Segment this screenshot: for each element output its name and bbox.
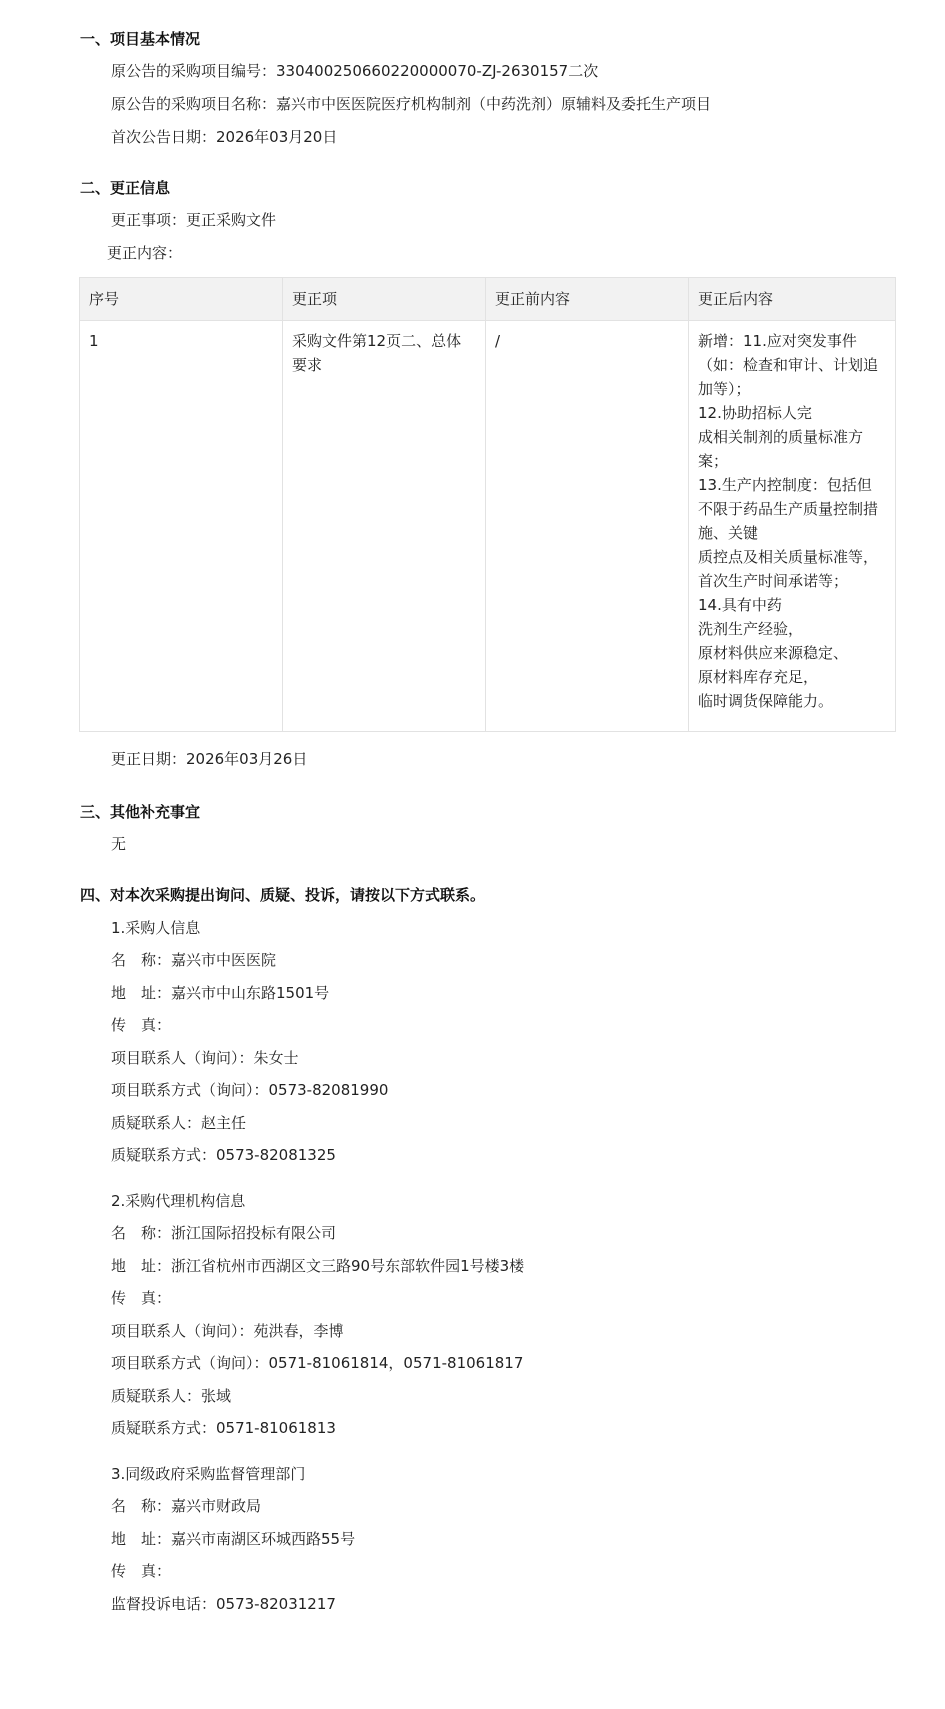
header-item: 更正项	[283, 278, 486, 321]
cell-before: /	[486, 321, 689, 732]
after-line: （如：检查和审计、计划追	[698, 356, 879, 374]
table-row	[80, 321, 896, 732]
after-line: 新增：11.应对突发事件	[698, 332, 857, 350]
cell-after	[689, 321, 896, 732]
after-line: 14.具有中药	[698, 596, 782, 614]
buyer-contact: 项目联系人（询问）：朱女士	[111, 1049, 299, 1067]
after-line: 加等）；	[698, 380, 751, 398]
table-header-row	[80, 278, 896, 321]
agency-name: 名 称：浙江国际招投标有限公司	[111, 1224, 337, 1242]
after-line: 原材料库存充足，	[698, 668, 819, 686]
after-line: 不限于药品生产质量控制措	[698, 500, 879, 518]
after-line: 12.协助招标人完	[698, 404, 812, 422]
after-line: 洗剂生产经验，	[698, 620, 804, 638]
cell-no: 1	[80, 321, 283, 732]
supplementary-text: 无	[111, 835, 127, 853]
supervisor-address: 地 址：嘉兴市南湖区环城西路55号	[111, 1530, 356, 1548]
buyer-address: 地 址：嘉兴市中山东路1501号	[111, 984, 330, 1002]
agency-phone: 项目联系方式（询问）：0571-81061814，0571-81061817	[111, 1354, 524, 1372]
supervisor-heading: 3.同级政府采购监督管理部门	[111, 1465, 306, 1483]
after-line: 成相关制剂的质量标准方	[698, 428, 864, 446]
agency-query-contact: 质疑联系人：张域	[111, 1387, 232, 1405]
project-number: 原公告的采购项目编号：330400250660220000070-ZJ-2630157二次	[111, 62, 599, 80]
after-line: 临时调货保障能力。	[698, 692, 834, 710]
after-line: 首次生产时间承诺等；	[698, 572, 849, 590]
first-announce-date: 首次公告日期：2026年03月20日	[111, 128, 338, 146]
agency-address: 地 址：浙江省杭州市西湖区文三路90号东部软件园1号楼3楼	[111, 1257, 525, 1275]
correction-matter: 更正事项：更正采购文件	[111, 211, 277, 229]
correction-table	[79, 277, 896, 732]
header-no: 序号	[80, 278, 283, 321]
after-line: 质控点及相关质量标准等，	[698, 548, 879, 566]
header-after: 更正后内容	[689, 278, 896, 321]
buyer-heading: 1.采购人信息	[111, 919, 201, 937]
buyer-name: 名 称：嘉兴市中医医院	[111, 951, 277, 969]
after-line: 原材料供应来源稳定、	[698, 644, 849, 662]
buyer-phone: 项目联系方式（询问）：0573-82081990	[111, 1081, 389, 1099]
section-2-title: 二、更正信息	[80, 179, 171, 197]
supervisor-name: 名 称：嘉兴市财政局	[111, 1497, 262, 1515]
agency-fax: 传 真：	[111, 1289, 172, 1307]
buyer-query-contact: 质疑联系人：赵主任	[111, 1114, 247, 1132]
agency-contact: 项目联系人（询问）：苑洪春，李博	[111, 1322, 344, 1340]
project-name: 原公告的采购项目名称：嘉兴市中医医院医疗机构制剂（中药洗剂）原辅料及委托生产项目	[111, 95, 712, 113]
section-4-title: 四、对本次采购提出询问、质疑、投诉，请按以下方式联系。	[80, 886, 486, 904]
section-3-title: 三、其他补充事宜	[80, 803, 201, 821]
agency-query-phone: 质疑联系方式：0571-81061813	[111, 1419, 336, 1437]
agency-heading: 2.采购代理机构信息	[111, 1192, 246, 1210]
after-line: 案；	[698, 452, 729, 470]
supervisor-complaint-phone: 监督投诉电话：0573-82031217	[111, 1595, 336, 1613]
correction-content-label: 更正内容：	[107, 244, 183, 262]
buyer-fax: 传 真：	[111, 1016, 172, 1034]
supervisor-fax: 传 真：	[111, 1562, 172, 1580]
after-line: 施、关键	[698, 524, 759, 542]
after-line: 13.生产内控制度：包括但	[698, 476, 872, 494]
section-1-title: 一、项目基本情况	[80, 30, 201, 48]
header-before: 更正前内容	[486, 278, 689, 321]
correction-date: 更正日期：2026年03月26日	[111, 750, 308, 768]
buyer-query-phone: 质疑联系方式：0573-82081325	[111, 1146, 336, 1164]
cell-item: 采购文件第12页二、总体要求	[283, 321, 486, 732]
